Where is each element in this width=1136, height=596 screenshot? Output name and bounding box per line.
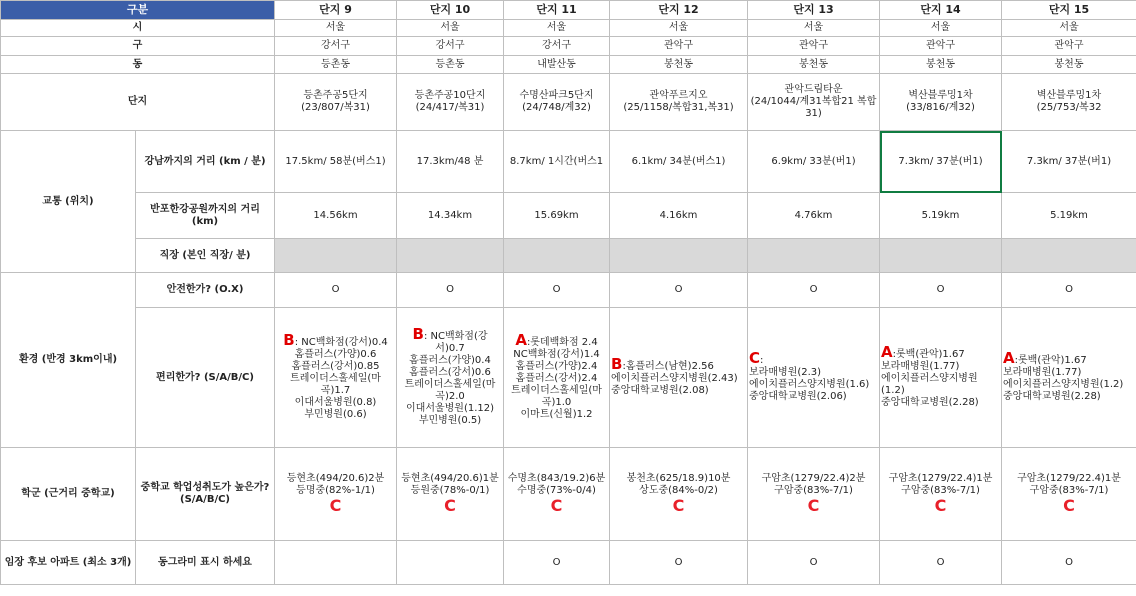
banpo-cell[interactable]: 14.34km bbox=[397, 193, 504, 239]
header-row bbox=[1, 1, 1136, 20]
banpo-row bbox=[1, 193, 1136, 239]
work-cell[interactable] bbox=[1002, 239, 1136, 273]
grade-letter: A bbox=[1003, 349, 1015, 367]
amenity-line: : bbox=[760, 355, 764, 366]
candidate-cell[interactable]: O bbox=[748, 541, 880, 585]
convenient-cell[interactable] bbox=[1002, 308, 1136, 448]
gangnam-cell[interactable]: 6.1km/ 34분(버스1) bbox=[610, 131, 748, 193]
city-cell[interactable]: 서울 bbox=[504, 20, 610, 37]
district-cell[interactable]: 관악구 bbox=[880, 37, 1002, 56]
school-cell[interactable] bbox=[504, 448, 610, 541]
candidate-cell[interactable] bbox=[275, 541, 397, 585]
city-cell[interactable]: 서울 bbox=[880, 20, 1002, 37]
school-line: 구암초(1279/22.4)1분 bbox=[1017, 473, 1121, 484]
complex-cell[interactable] bbox=[397, 74, 504, 131]
complex-header[interactable]: 단지 15 bbox=[1002, 1, 1136, 20]
complex-header[interactable]: 단지 13 bbox=[748, 1, 880, 20]
school-line: 등원중(78%-0/1) bbox=[410, 485, 490, 496]
complex-header[interactable]: 단지 11 bbox=[504, 1, 610, 20]
school-grade: C bbox=[672, 496, 685, 515]
gangnam-row bbox=[1, 131, 1136, 193]
amenity-line: 트레이더스홀세일(마곡)2.0 bbox=[404, 379, 496, 402]
amenity-line: 에이치플러스양지병원(1.6) bbox=[749, 379, 870, 390]
candidate-cell[interactable]: O bbox=[504, 541, 610, 585]
amenity-line: 보라매병원(1.77) bbox=[1003, 367, 1082, 378]
school-grade: C bbox=[934, 496, 947, 515]
city-row bbox=[1, 20, 1136, 37]
complex-name: 관악드림타운 bbox=[784, 84, 843, 95]
city-cell[interactable]: 서울 bbox=[275, 20, 397, 37]
dong-cell[interactable]: 등촌동 bbox=[397, 56, 504, 74]
complex-label[interactable]: 단지 bbox=[1, 74, 275, 131]
city-cell[interactable]: 서울 bbox=[397, 20, 504, 37]
amenity-line: : NC백화점(강서)0.7 bbox=[423, 331, 488, 354]
district-cell[interactable]: 강서구 bbox=[397, 37, 504, 56]
district-cell[interactable]: 강서구 bbox=[275, 37, 397, 56]
school-grade: C bbox=[1063, 496, 1075, 515]
gangnam-cell[interactable]: 17.5km/ 58분(버스1) bbox=[275, 131, 397, 193]
amenity-line: 이대서울병원(1.12) bbox=[406, 403, 495, 414]
safe-cell[interactable]: O bbox=[275, 273, 397, 308]
safe-cell[interactable]: O bbox=[504, 273, 610, 308]
work-label[interactable]: 직장 (본인 직장/ 분) bbox=[136, 239, 275, 273]
safe-label[interactable]: 안전한가? (O.X) bbox=[136, 273, 275, 308]
safe-row bbox=[1, 273, 1136, 308]
amenity-line: 에이치플러스양지병원(1.2) bbox=[1003, 379, 1124, 390]
amenity-line: 부민병원(0.5) bbox=[418, 415, 482, 426]
transport-group-label[interactable]: 교통 (위치) bbox=[1, 131, 136, 273]
amenity-line: :롯백(관악)1.67 bbox=[1014, 355, 1087, 366]
complex-row bbox=[1, 74, 1136, 131]
work-cell[interactable] bbox=[880, 239, 1002, 273]
banpo-cell[interactable]: 4.76km bbox=[748, 193, 880, 239]
complex-cell[interactable] bbox=[504, 74, 610, 131]
gangnam-cell-selected[interactable]: 7.3km/ 37분(버1) bbox=[880, 131, 1002, 193]
amenity-line: 홈플러스(강서)0.85 bbox=[291, 361, 380, 372]
dong-cell[interactable]: 봉천동 bbox=[610, 56, 748, 74]
school-label[interactable]: 중학교 학업성취도가 높은가? (S/A/B/C) bbox=[136, 448, 275, 541]
header-label[interactable]: 구분 bbox=[1, 1, 275, 20]
convenient-label[interactable]: 편리한가? (S/A/B/C) bbox=[136, 308, 275, 448]
convenient-cell[interactable] bbox=[748, 308, 880, 448]
amenity-line: 중앙대학교병원(2.28) bbox=[881, 397, 979, 408]
banpo-cell[interactable]: 14.56km bbox=[275, 193, 397, 239]
dong-cell[interactable]: 등촌동 bbox=[275, 56, 397, 74]
complex-name: 벽산블루밍1차 bbox=[1036, 90, 1102, 101]
school-cell[interactable] bbox=[880, 448, 1002, 541]
convenient-cell[interactable] bbox=[880, 308, 1002, 448]
district-label[interactable]: 구 bbox=[1, 37, 275, 56]
safe-cell[interactable]: O bbox=[397, 273, 504, 308]
school-cell[interactable] bbox=[275, 448, 397, 541]
banpo-cell[interactable]: 4.16km bbox=[610, 193, 748, 239]
city-cell[interactable]: 서울 bbox=[610, 20, 748, 37]
complex-name: 등촌주공10단지 bbox=[414, 90, 486, 101]
banpo-cell[interactable]: 5.19km bbox=[1002, 193, 1136, 239]
school-group-label[interactable]: 학군 (근거리 중학교) bbox=[1, 448, 136, 541]
grade-letter: A bbox=[515, 331, 527, 349]
city-cell[interactable]: 서울 bbox=[748, 20, 880, 37]
amenity-line: 트레이더스홀세일(마곡)1.0 bbox=[511, 385, 602, 408]
candidate-cell[interactable]: O bbox=[1002, 541, 1136, 585]
amenity-line: 보라매병원(1.77) bbox=[881, 361, 960, 372]
complex-detail: (33/816/계32) bbox=[906, 102, 975, 113]
school-line: 등현초(494/20.6)2분 bbox=[286, 473, 385, 484]
grade-letter: B bbox=[283, 331, 295, 349]
banpo-cell[interactable]: 15.69km bbox=[504, 193, 610, 239]
school-grade: C bbox=[329, 496, 342, 515]
amenity-line: 중앙대학교병원(2.08) bbox=[611, 385, 709, 396]
amenity-line: 홈플러스(강서)2.4 bbox=[515, 373, 598, 384]
amenity-line: NC백화점(강서)1.4 bbox=[513, 349, 600, 360]
convenient-cell[interactable] bbox=[275, 308, 397, 448]
complex-header[interactable]: 단지 10 bbox=[397, 1, 504, 20]
candidate-row bbox=[1, 541, 1136, 585]
complex-detail: (24/1044/계31복합21 복합31) bbox=[750, 96, 877, 119]
amenity-line: 에이치플러스양지병원(2.43) bbox=[611, 373, 738, 384]
school-row bbox=[1, 448, 1136, 541]
complex-cell[interactable] bbox=[1002, 74, 1136, 131]
safe-cell[interactable]: O bbox=[880, 273, 1002, 308]
grade-letter: C bbox=[749, 349, 761, 367]
city-label[interactable]: 시 bbox=[1, 20, 275, 37]
complex-detail: (25/753/복32 bbox=[1036, 102, 1102, 113]
school-line: 구암중(83%-7/1) bbox=[774, 485, 853, 496]
convenient-cell[interactable] bbox=[610, 308, 748, 448]
complex-detail: (23/807/복31) bbox=[301, 102, 370, 113]
work-cell[interactable] bbox=[397, 239, 504, 273]
school-line: 수명중(73%-0/4) bbox=[517, 485, 596, 496]
school-cell[interactable] bbox=[748, 448, 880, 541]
district-cell[interactable]: 강서구 bbox=[504, 37, 610, 56]
banpo-cell[interactable]: 5.19km bbox=[880, 193, 1002, 239]
complex-detail: (24/417/복31) bbox=[415, 102, 485, 113]
complex-cell[interactable] bbox=[275, 74, 397, 131]
gangnam-cell[interactable]: 6.9km/ 33분(버1) bbox=[748, 131, 880, 193]
school-cell[interactable] bbox=[610, 448, 748, 541]
complex-name: 관악푸르지오 bbox=[649, 90, 708, 101]
amenity-line: 이대서울병원(0.8) bbox=[294, 397, 377, 408]
work-cell[interactable] bbox=[610, 239, 748, 273]
complex-header[interactable]: 단지 14 bbox=[880, 1, 1002, 20]
school-line: 등현초(494/20.6)1분 bbox=[401, 473, 499, 484]
amenity-line: 홈플러스(가양)0.6 bbox=[294, 349, 377, 360]
complex-name: 등촌주공5단지 bbox=[303, 90, 368, 101]
amenity-line: 중앙대학교병원(2.06) bbox=[749, 391, 847, 402]
dong-cell[interactable]: 봉천동 bbox=[880, 56, 1002, 74]
school-line: 상도중(84%-0/2) bbox=[639, 485, 718, 496]
school-grade: C bbox=[807, 496, 820, 515]
complex-name: 벽산블루밍1차 bbox=[908, 90, 973, 101]
district-cell[interactable]: 관악구 bbox=[1002, 37, 1136, 56]
convenient-row bbox=[1, 308, 1136, 448]
amenity-line: 홈플러스(강서)0.6 bbox=[409, 367, 491, 378]
amenity-line: 중앙대학교병원(2.28) bbox=[1003, 391, 1101, 402]
complex-header[interactable]: 단지 12 bbox=[610, 1, 748, 20]
grade-letter: A bbox=[881, 343, 893, 361]
amenity-line: 홈플러스(가양)2.4 bbox=[515, 361, 598, 372]
grade-letter: B bbox=[412, 325, 424, 343]
amenity-line: 보라매병원(2.3) bbox=[749, 367, 822, 378]
amenity-line: :롯데백화점 2.4 bbox=[526, 337, 598, 348]
convenient-cell[interactable] bbox=[504, 308, 610, 448]
school-line: 수명초(843/19.2)6분 bbox=[507, 473, 606, 484]
district-row bbox=[1, 37, 1136, 56]
grade-letter: B bbox=[611, 355, 623, 373]
work-row bbox=[1, 239, 1136, 273]
amenity-line: :홈플러스(남현)2.56 bbox=[622, 361, 714, 372]
candidate-cell[interactable]: O bbox=[880, 541, 1002, 585]
amenity-line: 홈플러스(가양)0.4 bbox=[409, 355, 491, 366]
school-grade: C bbox=[550, 496, 563, 515]
banpo-label[interactable]: 반포한강공원까지의 거리 (km) bbox=[136, 193, 275, 239]
school-line: 구암초(1279/22.4)2분 bbox=[761, 473, 866, 484]
candidate-label[interactable]: 동그라미 표시 하세요 bbox=[136, 541, 275, 585]
complex-detail: (24/748/계32) bbox=[522, 102, 591, 113]
complex-cell[interactable] bbox=[610, 74, 748, 131]
convenient-cell[interactable] bbox=[397, 308, 504, 448]
amenity-line: :롯백(관악)1.67 bbox=[892, 349, 965, 360]
school-grade: C bbox=[444, 496, 456, 515]
gangnam-cell[interactable]: 17.3km/48 분 bbox=[397, 131, 504, 193]
amenity-line: 이마트(신월)1.2 bbox=[520, 409, 593, 420]
safe-cell[interactable]: O bbox=[748, 273, 880, 308]
safe-cell[interactable]: O bbox=[610, 273, 748, 308]
school-cell[interactable] bbox=[397, 448, 504, 541]
school-line: 구암초(1279/22.4)1분 bbox=[888, 473, 993, 484]
candidate-cell[interactable]: O bbox=[610, 541, 748, 585]
school-cell[interactable] bbox=[1002, 448, 1136, 541]
amenity-line: : NC백화점(강서)0.4 bbox=[294, 337, 388, 348]
school-line: 구암중(83%-7/1) bbox=[901, 485, 980, 496]
environment-group-label[interactable]: 환경 (반경 3km이내) bbox=[1, 273, 136, 448]
complex-header[interactable]: 단지 9 bbox=[275, 1, 397, 20]
school-line: 등명중(82%-1/1) bbox=[296, 485, 375, 496]
gangnam-cell[interactable]: 7.3km/ 37분(버1) bbox=[1002, 131, 1136, 193]
complex-cell[interactable] bbox=[748, 74, 880, 131]
city-cell[interactable]: 서울 bbox=[1002, 20, 1136, 37]
complex-cell[interactable] bbox=[880, 74, 1002, 131]
dong-label[interactable]: 동 bbox=[1, 56, 275, 74]
gangnam-label[interactable]: 강남까지의 거리 (km / 분) bbox=[136, 131, 275, 193]
dong-row bbox=[1, 56, 1136, 74]
dong-cell[interactable]: 내발산동 bbox=[504, 56, 610, 74]
candidate-cell[interactable] bbox=[397, 541, 504, 585]
work-cell[interactable] bbox=[275, 239, 397, 273]
complex-detail: (25/1158/복합31,복31) bbox=[623, 102, 734, 113]
dong-cell[interactable]: 봉천동 bbox=[748, 56, 880, 74]
amenity-line: 트레이더스홀세일(마곡)1.7 bbox=[290, 373, 381, 396]
candidate-group-label[interactable]: 임장 후보 아파트 (최소 3개) bbox=[1, 541, 136, 585]
work-cell[interactable] bbox=[748, 239, 880, 273]
amenity-line: 부민병원(0.6) bbox=[304, 409, 367, 420]
safe-cell[interactable]: O bbox=[1002, 273, 1136, 308]
dong-cell[interactable]: 봉천동 bbox=[1002, 56, 1136, 74]
gangnam-cell[interactable]: 8.7km/ 1시간(버스1 bbox=[504, 131, 610, 193]
school-line: 봉천초(625/18.9)10분 bbox=[626, 473, 731, 484]
school-line: 구암중(83%-7/1) bbox=[1029, 485, 1109, 496]
work-cell[interactable] bbox=[504, 239, 610, 273]
amenity-line: 에이치플러스양지병원(1.2) bbox=[881, 373, 978, 396]
district-cell[interactable]: 관악구 bbox=[748, 37, 880, 56]
complex-name: 수명산파크5단지 bbox=[519, 90, 594, 101]
district-cell[interactable]: 관악구 bbox=[610, 37, 748, 56]
